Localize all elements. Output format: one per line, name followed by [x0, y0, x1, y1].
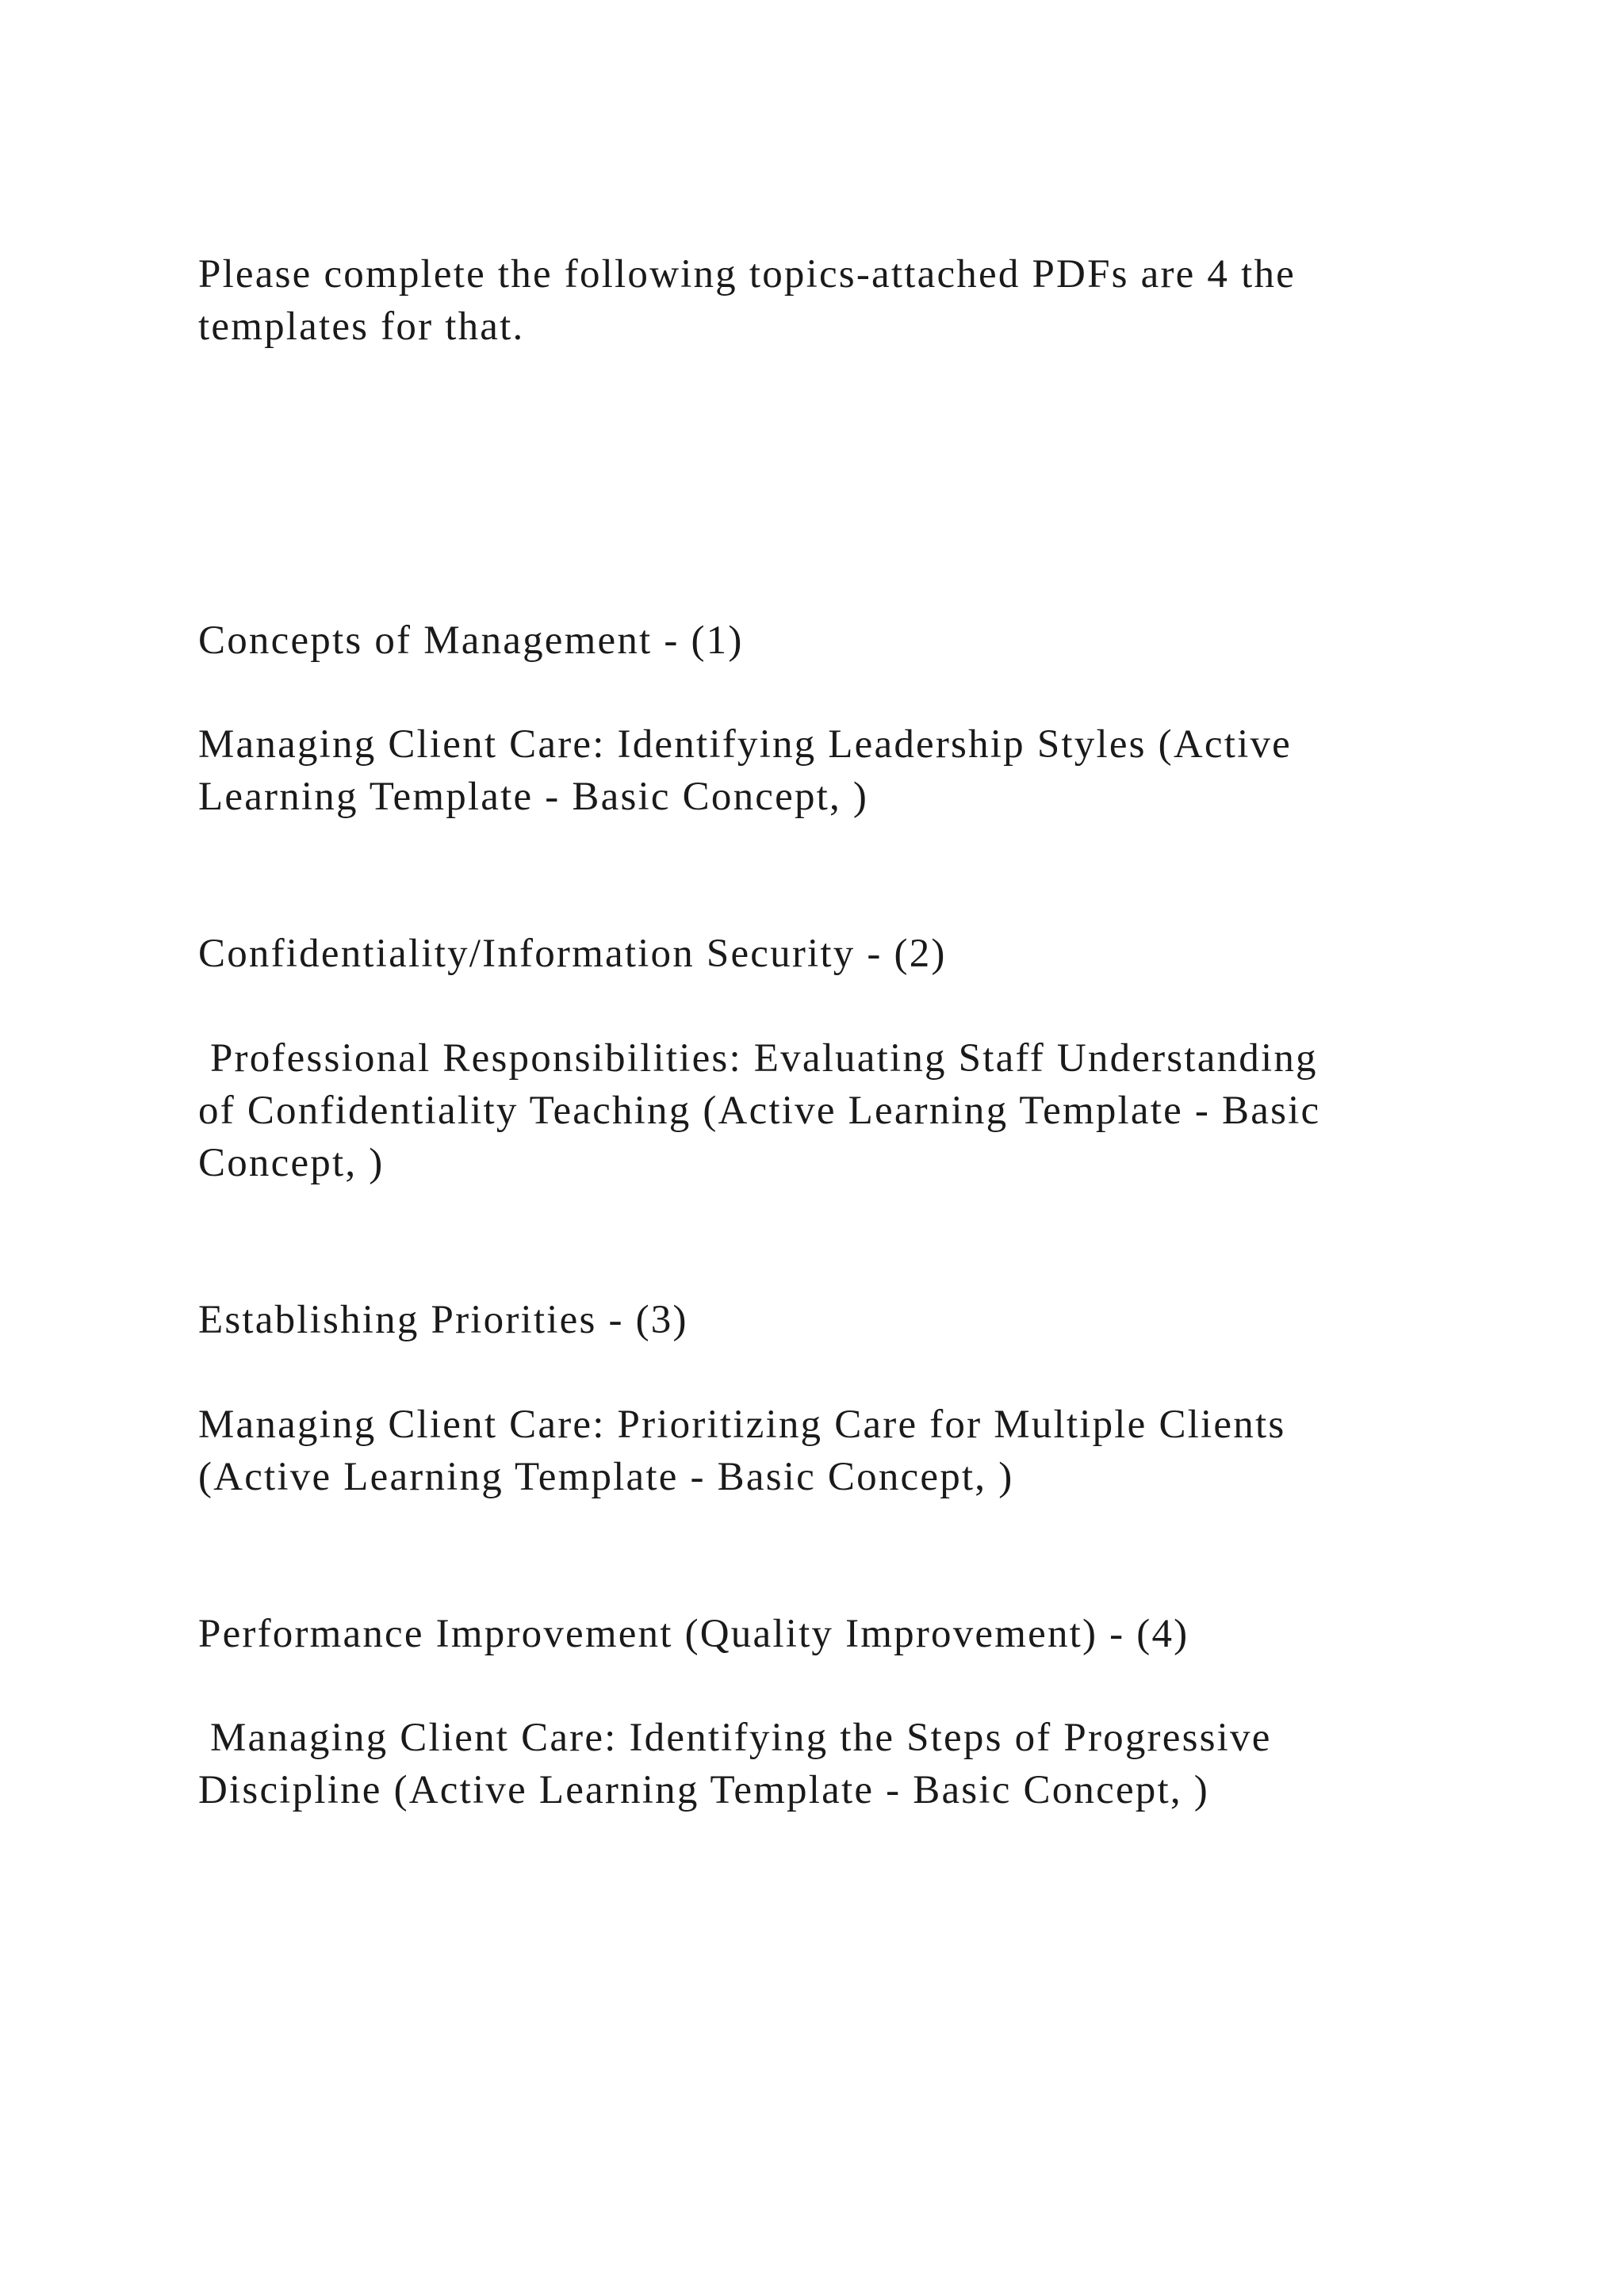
topic-1-description-line-1: Managing Client Care: Identifying Leadership Styles (Active	[198, 722, 1292, 767]
topic-1-description-line-2: Learning Template - Basic Concept, )	[198, 775, 869, 819]
intro-line-1: Please complete the following topics-attached PDFs are 4 the	[198, 252, 1296, 297]
topic-2-description-line-1: Professional Responsibilities: Evaluating Staff Understanding	[198, 1036, 1318, 1081]
topic-2-heading: Confidentiality/Information Security - (2)	[198, 932, 947, 976]
topic-2-description-line-3: Concept, )	[198, 1141, 385, 1185]
topic-1-heading: Concepts of Management - (1)	[198, 618, 744, 663]
topic-4-description-line-1: Managing Client Care: Identifying the Steps of Progressive	[198, 1716, 1272, 1760]
topic-3-heading: Establishing Priorities - (3)	[198, 1298, 688, 1342]
topic-4-heading: Performance Improvement (Quality Improvement) - (4)	[198, 1612, 1189, 1656]
intro-line-2: templates for that.	[198, 304, 525, 349]
topic-3-description-line-1: Managing Client Care: Prioritizing Care for Multiple Clients	[198, 1402, 1286, 1447]
topic-4-description-line-2: Discipline (Active Learning Template - Basic Concept, )	[198, 1768, 1209, 1812]
topic-3-description-line-2: (Active Learning Template - Basic Concept, )	[198, 1455, 1014, 1499]
topic-2-description-line-2: of Confidentiality Teaching (Active Learning Template - Basic	[198, 1089, 1321, 1133]
